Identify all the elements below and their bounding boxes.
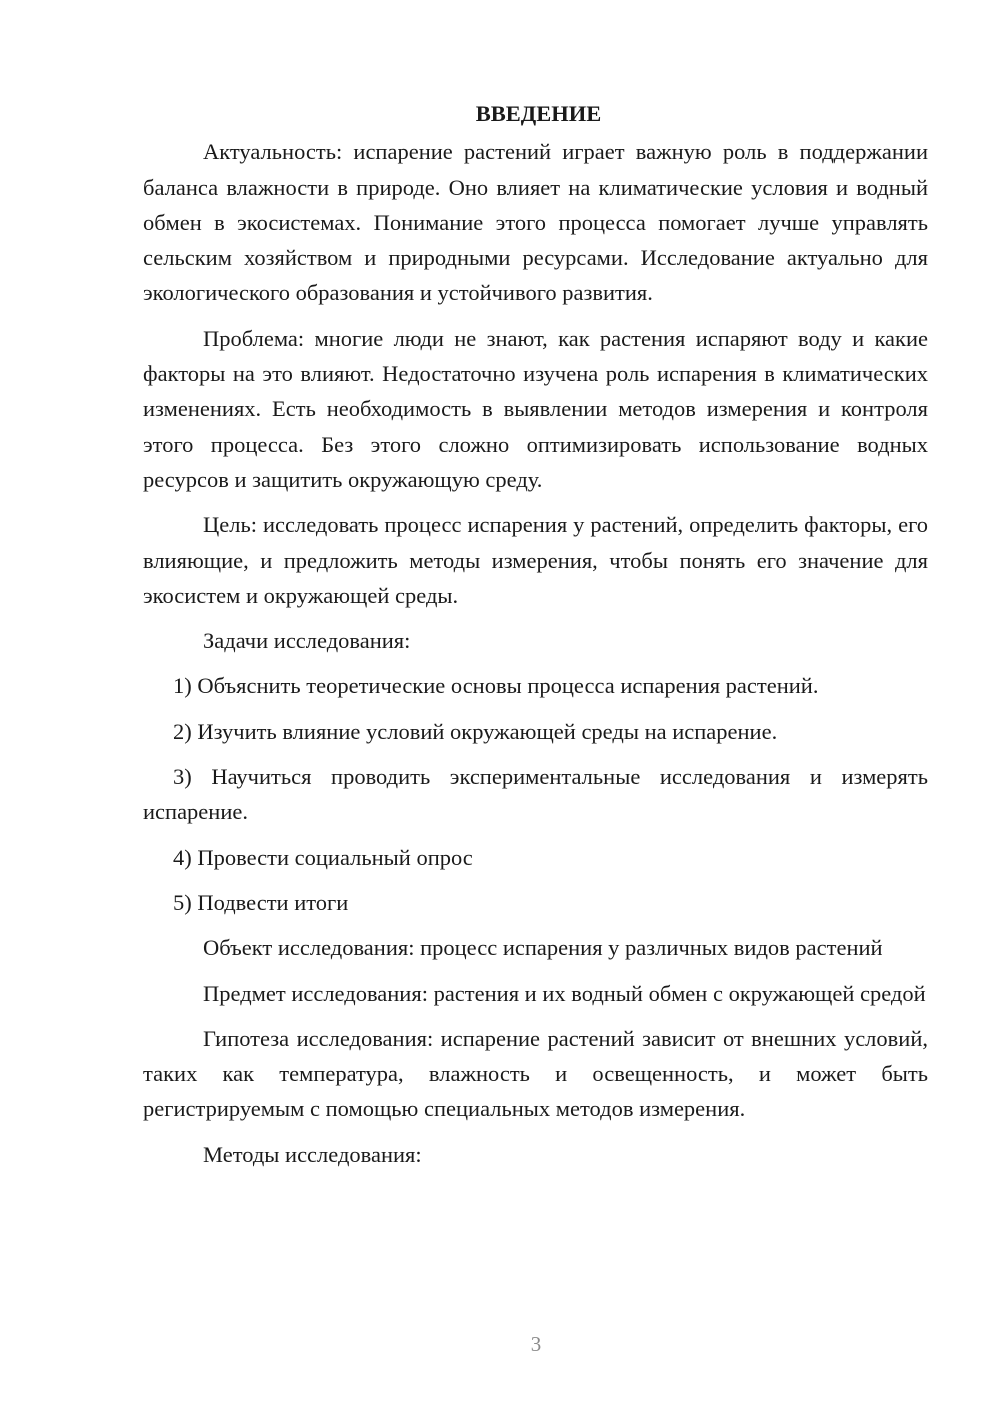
paragraph-goal: Цель: исследовать процесс испарения у растений, определить факторы, его влияющие, и предложить методы измерения, чтобы понять его значение для экосистем и окружающей среды. xyxy=(143,512,928,608)
paragraph-hypothesis: Гипотеза исследования: испарение растений зависит от внешних условий, таких как температура, влажность и освещенность, и может быть регистрируемым с помощью специальных методов измерения. xyxy=(143,1025,928,1122)
paragraph-methods: Методы исследования: xyxy=(203,1141,422,1167)
document-body xyxy=(143,96,928,1182)
paragraph-problem: Проблема: многие люди не знают, как растения испаряют воду и какие факторы на это влияют. Недостаточно изучена роль испарения в климатических изменениях. Есть необходимость в выявлении методов измерения и контроля этого процесса. Без этого сложно оптимизировать использование водных ресурсов и защитить окружающую среду. xyxy=(143,325,928,492)
task-item-2: 2) Изучить влияние условий окружающей среды на испарение. xyxy=(173,718,778,744)
paragraph-object: Объект исследования: процесс испарения у различных видов растений xyxy=(203,935,883,961)
section-title: ВВЕДЕНИЕ xyxy=(475,101,602,126)
page-number: 3 xyxy=(530,1332,542,1356)
paragraph-subject: Предмет исследования: растения и их водный обмен с окружающей средой xyxy=(203,980,926,1006)
task-item-3: 3) Научиться проводить экспериментальные исследования и измерять испарение. xyxy=(143,764,928,825)
task-item-4: 4) Провести социальный опрос xyxy=(173,844,473,870)
task-item-5: 5) Подвести итоги xyxy=(173,889,349,915)
paragraph-relevance: Актуальность: испарение растений играет важную роль в поддержании баланса влажности в природе. Оно влияет на климатические условия и водный обмен в экосистемах. Понимание этого процесса помогает лучше управлять сельским хозяйством и природными ресурсами. Исследование актуально для экологического образования и устойчивого развития. xyxy=(143,139,928,306)
paragraph-tasks-heading: Задачи исследования: xyxy=(203,628,411,654)
task-item-1: 1) Объяснить теоретические основы процесса испарения растений. xyxy=(173,673,819,699)
